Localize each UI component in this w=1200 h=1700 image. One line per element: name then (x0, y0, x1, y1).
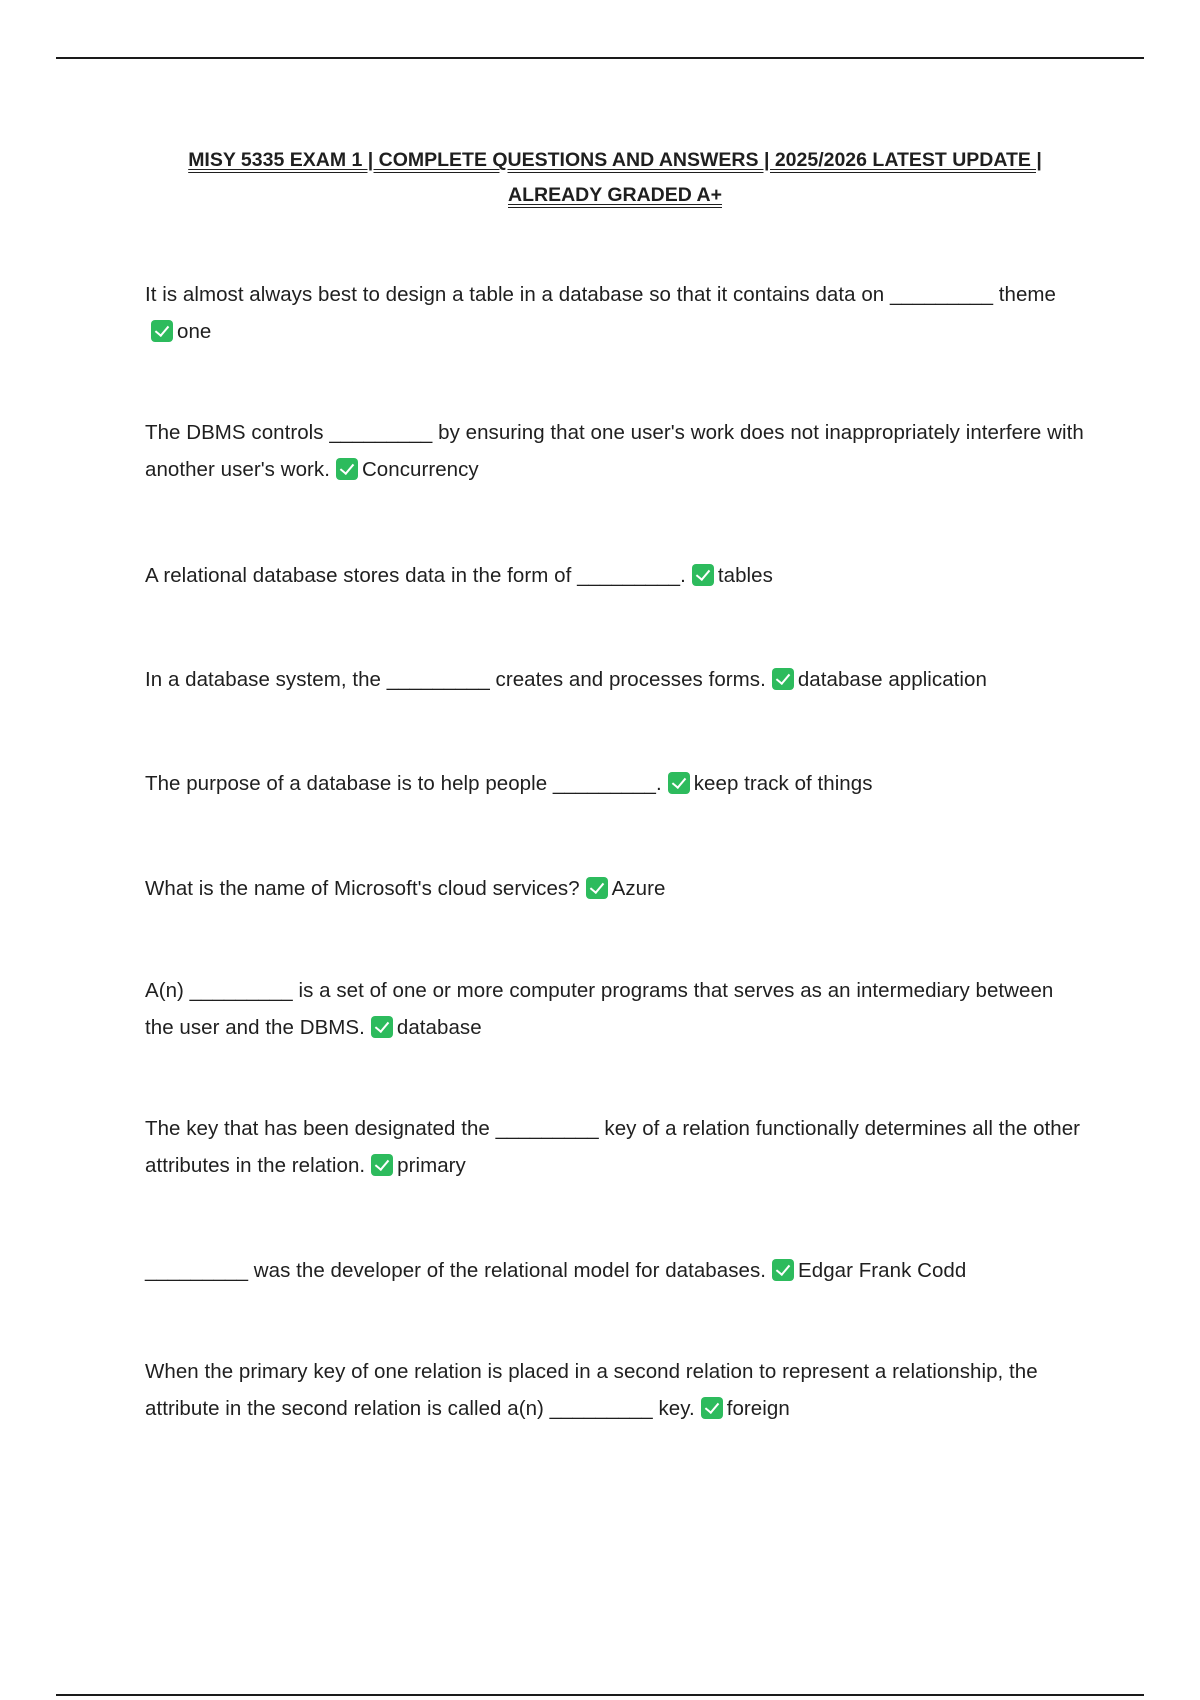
question-text: When the primary key of one relation is placed in a second relation to represent a relationship, the attribute in the second relation is called a(n) _________ key. (145, 1360, 1038, 1420)
answer-text: one (177, 320, 212, 343)
answer-text: foreign (726, 1397, 790, 1420)
answer-text: database (396, 1016, 482, 1039)
question-text: A(n) _________ is a set of one or more computer programs that serves as an intermediary between the user and the DBMS. (145, 979, 1054, 1039)
answer-text: primary (397, 1154, 466, 1177)
question-text: The DBMS controls _________ by ensuring that one user's work does not inappropriately interfere with another user's work. (145, 421, 1084, 481)
answer-text: Edgar Frank Codd (798, 1259, 967, 1282)
qa-item (145, 1252, 1085, 1289)
question-text: The purpose of a database is to help people _________. (145, 772, 662, 795)
top-rule (56, 57, 1144, 59)
check-box-icon (151, 320, 173, 342)
title-line-1: MISY 5335 EXAM 1 | COMPLETE QUESTIONS AND ANSWERS | 2025/2026 LATEST UPDATE | (188, 149, 1042, 171)
bottom-rule (56, 1694, 1144, 1696)
qa-item (145, 1110, 1085, 1184)
answer-text: Concurrency (361, 458, 479, 481)
check-box-icon (701, 1397, 723, 1419)
check-box-icon (371, 1016, 393, 1038)
qa-item (145, 972, 1085, 1046)
qa-item (145, 557, 1085, 594)
check-box-icon (668, 772, 690, 794)
check-box-icon (692, 564, 714, 586)
question-text: A relational database stores data in the form of _________. (145, 564, 686, 587)
answer-text: keep track of things (693, 772, 873, 795)
question-text: In a database system, the _________ creates and processes forms. (145, 668, 766, 691)
qa-item (145, 1353, 1085, 1427)
check-box-icon (772, 668, 794, 690)
qa-item (145, 276, 1085, 350)
check-box-icon (371, 1154, 393, 1176)
question-text: _________ was the developer of the relational model for databases. (145, 1259, 767, 1282)
answer-text: Azure (611, 877, 666, 900)
check-box-icon (772, 1259, 794, 1281)
qa-item (145, 870, 1085, 907)
qa-item (145, 765, 1085, 802)
question-text: The key that has been designated the _________ key of a relation functionally determines all the other attributes in the relation. (145, 1117, 1081, 1177)
title-line-2: ALREADY GRADED A+ (508, 184, 722, 206)
qa-item (145, 414, 1085, 488)
check-box-icon (336, 458, 358, 480)
check-box-icon (586, 877, 608, 899)
answer-text: tables (717, 564, 773, 587)
document-title (140, 143, 1090, 213)
qa-item (145, 661, 1085, 698)
question-text: What is the name of Microsoft's cloud services? (145, 877, 580, 900)
answer-text: database application (797, 668, 987, 691)
question-text: It is almost always best to design a table in a database so that it contains data on _________ theme (145, 283, 1057, 306)
